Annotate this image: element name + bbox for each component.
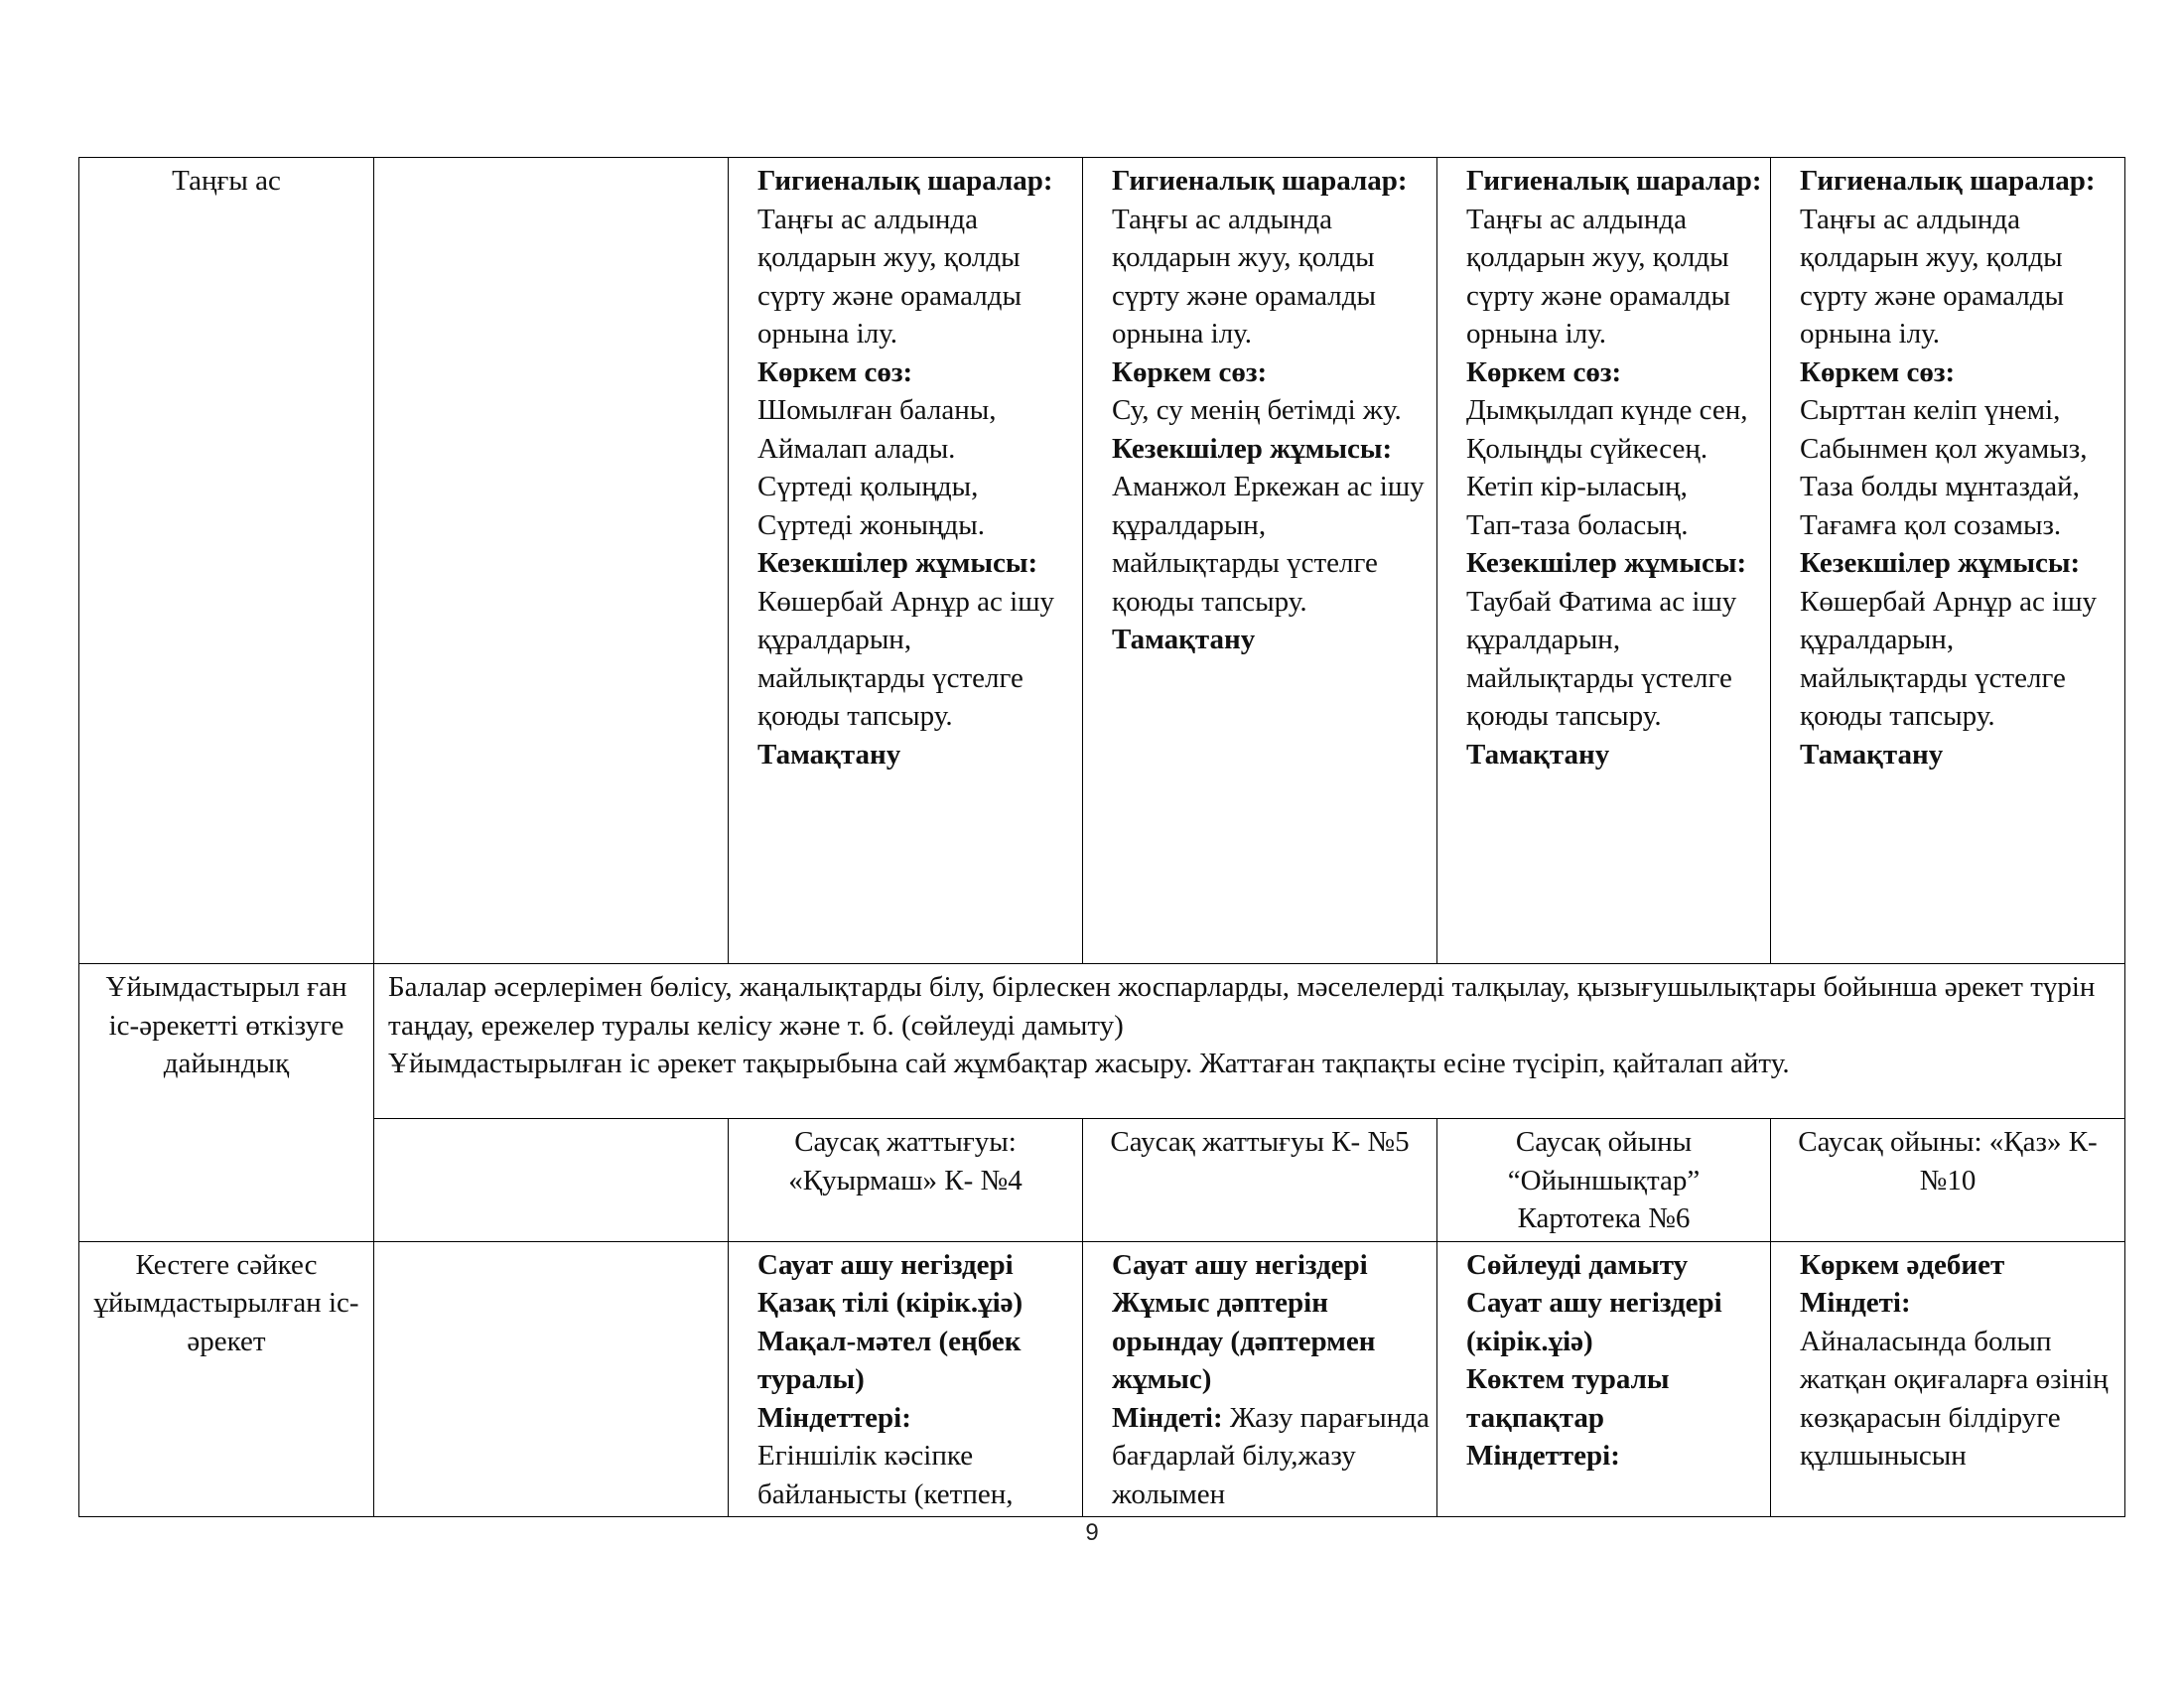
empty-cell — [374, 1119, 729, 1242]
hygiene-title: Гигиеналық шаралар: — [1112, 165, 1408, 197]
breakfast-day-1 — [729, 158, 1083, 964]
tasks-label: Міндеттері: — [757, 1401, 911, 1434]
hygiene-text: Таңғы ас алдында қолдарын жуу, қолды сүрту және орамалды орнына ілу. — [757, 203, 1022, 350]
duty-title: Кезекшілер жұмысы: — [1112, 432, 1393, 465]
hygiene-title: Гигиеналық шаралар: — [1466, 165, 1762, 197]
finger-game-day-3: Саусақ ойыны “Ойыншықтар” Картотека №6 — [1437, 1119, 1771, 1242]
empty-cell — [374, 158, 729, 964]
lesson-title: Сөйлеуді дамыту Сауат ашу негіздері (кірік.ұіә) — [1466, 1248, 1722, 1357]
art-line: Сабынмен қол жуамыз, — [1800, 432, 2088, 465]
art-title: Көркем сөз: — [1466, 355, 1622, 388]
duty-title: Кезекшілер жұмысы: — [1466, 547, 1747, 579]
lesson-text: Айналасында болып жатқан оқиғаларға өзінің көзқарасын білдіруге құлшынысын — [1800, 1325, 2109, 1472]
tasks-label: Міндеттері: — [1466, 1440, 1620, 1472]
art-line: Тап-таза боласың. — [1466, 508, 1689, 541]
art-line: Сүртеді қолыңды, — [757, 471, 979, 502]
lesson-title: Сауат ашу негіздері Қазақ тілі (кірік.ұіә) Мақал-мәтел (еңбек туралы) — [757, 1248, 1024, 1395]
breakfast-day-2 — [1083, 158, 1437, 964]
finger-game-day-2: Саусақ жаттығуы К- №5 — [1083, 1119, 1437, 1242]
hygiene-text: Таңғы ас алдында қолдарын жуу, қолды сүрту және орамалды орнына ілу. — [1466, 203, 1730, 350]
finger-game-day-4: Саусақ ойыны: «Қаз» К- №10 — [1771, 1119, 2125, 1242]
preparation-row — [79, 964, 2125, 1119]
preparation-text: Ұйымдастырылған іс әрекет тақырыбына сай жұмбақтар жасыру. Жаттаған тақпақты есіне түсіріп, қайталап айту. — [388, 1048, 1790, 1079]
art-line: Дымқылдап күнде сен, — [1466, 394, 1748, 426]
duty-text: Көшербай Арнұр ас ішу құралдарын, майлықтарды үстелге қоюды тапсыру. — [1800, 585, 2098, 732]
breakfast-row — [79, 158, 2125, 964]
row-label-breakfast: Таңғы ас — [79, 158, 374, 964]
duty-text: Таубай Фатима ас ішу құралдарын, майлықтарды үстелге қоюды тапсыру. — [1466, 585, 1737, 732]
art-title: Көркем сөз: — [757, 355, 913, 388]
meal-label: Тамақтану — [757, 738, 901, 771]
hygiene-title: Гигиеналық шаралар: — [1800, 165, 2096, 197]
hygiene-text: Таңғы ас алдында қолдарын жуу, қолды сүрту және орамалды орнына ілу. — [1800, 203, 2064, 350]
duty-text: Көшербай Арнұр ас ішу құралдарын, майлықтарды үстелге қоюды тапсыру. — [757, 585, 1055, 732]
duty-title: Кезекшілер жұмысы: — [757, 547, 1038, 579]
duty-title: Кезекшілер жұмысы: — [1800, 547, 2081, 579]
scheduled-day-2 — [1083, 1241, 1437, 1517]
breakfast-day-4 — [1771, 158, 2125, 964]
tasks-label: Міндеті: — [1800, 1287, 1911, 1319]
art-line: Сүртеді жоныңды. — [757, 508, 986, 541]
art-line: Аймалап алады. — [757, 432, 956, 465]
meal-label: Тамақтану — [1112, 624, 1256, 655]
row-label-scheduled: Кестеге сәйкес ұйымдастырылған іс-әрекет — [79, 1241, 374, 1517]
empty-cell — [374, 1241, 729, 1517]
hygiene-title: Гигиеналық шаралар: — [757, 165, 1053, 197]
meal-label: Тамақтану — [1466, 738, 1610, 771]
finger-games-row — [79, 1119, 2125, 1242]
lesson-text: Жазу парағында бағдарлай білу,жазу жолымен — [1112, 1401, 1430, 1510]
tasks-label: Міндеті: — [1112, 1401, 1223, 1434]
lesson-text: Егіншілік кәсіпке байланысты (кетпен, — [757, 1440, 1014, 1510]
row-label-preparation: Ұйымдастырыл ған іс-әрекетті өткізуге дайындық — [79, 964, 374, 1242]
breakfast-day-3 — [1437, 158, 1771, 964]
meal-label: Тамақтану — [1800, 738, 1944, 771]
art-title: Көркем сөз: — [1112, 355, 1268, 388]
lesson-title: Сауат ашу негіздері Жұмыс дәптерін орындау (дәптермен жұмыс) — [1112, 1248, 1376, 1395]
scheduled-day-3 — [1437, 1241, 1771, 1517]
lesson-topic: Көктем туралы тақпақтар — [1466, 1363, 1670, 1434]
art-line: Таза болды мұнтаздай, — [1800, 471, 2080, 502]
scheduled-day-4 — [1771, 1241, 2125, 1517]
finger-game-day-1: Саусақ жаттығуы: «Қуырмаш» К- №4 — [729, 1119, 1083, 1242]
art-line: Тағамға қол созамыз. — [1800, 508, 2062, 541]
preparation-text-cell — [374, 964, 2125, 1119]
scheduled-row — [79, 1241, 2125, 1517]
art-line: Сырттан келіп үнемі, — [1800, 394, 2061, 426]
art-line: Қолыңды сүйкесең. — [1466, 432, 1708, 465]
art-line: Кетіп кір-ыласың, — [1466, 471, 1688, 502]
scheduled-day-1 — [729, 1241, 1083, 1517]
page-number: 9 — [1085, 1519, 1099, 1546]
art-line: Су, су менің бетімді жу. — [1112, 394, 1402, 426]
duty-text: Аманжол Еркежан ас ішу құралдарын, майлықтарды үстелге қоюды тапсыру. — [1112, 471, 1425, 618]
lesson-title: Көркем әдебиет — [1800, 1248, 2005, 1281]
hygiene-text: Таңғы ас алдында қолдарын жуу, қолды сүрту және орамалды орнына ілу. — [1112, 203, 1376, 350]
preparation-text: Балалар әсерлерімен бөлісу, жаңалықтарды білу, бірлескен жоспарларды, мәселелерді талқылау, қызығушылықтары бойынша әрекет түрін таңдау, ережелер туралы келісу және т. б. (сөйлеуді дамыту) — [388, 971, 2096, 1042]
plan-table — [78, 157, 2125, 1517]
art-line: Шомылған баланы, — [757, 394, 997, 426]
art-title: Көркем сөз: — [1800, 355, 1956, 388]
